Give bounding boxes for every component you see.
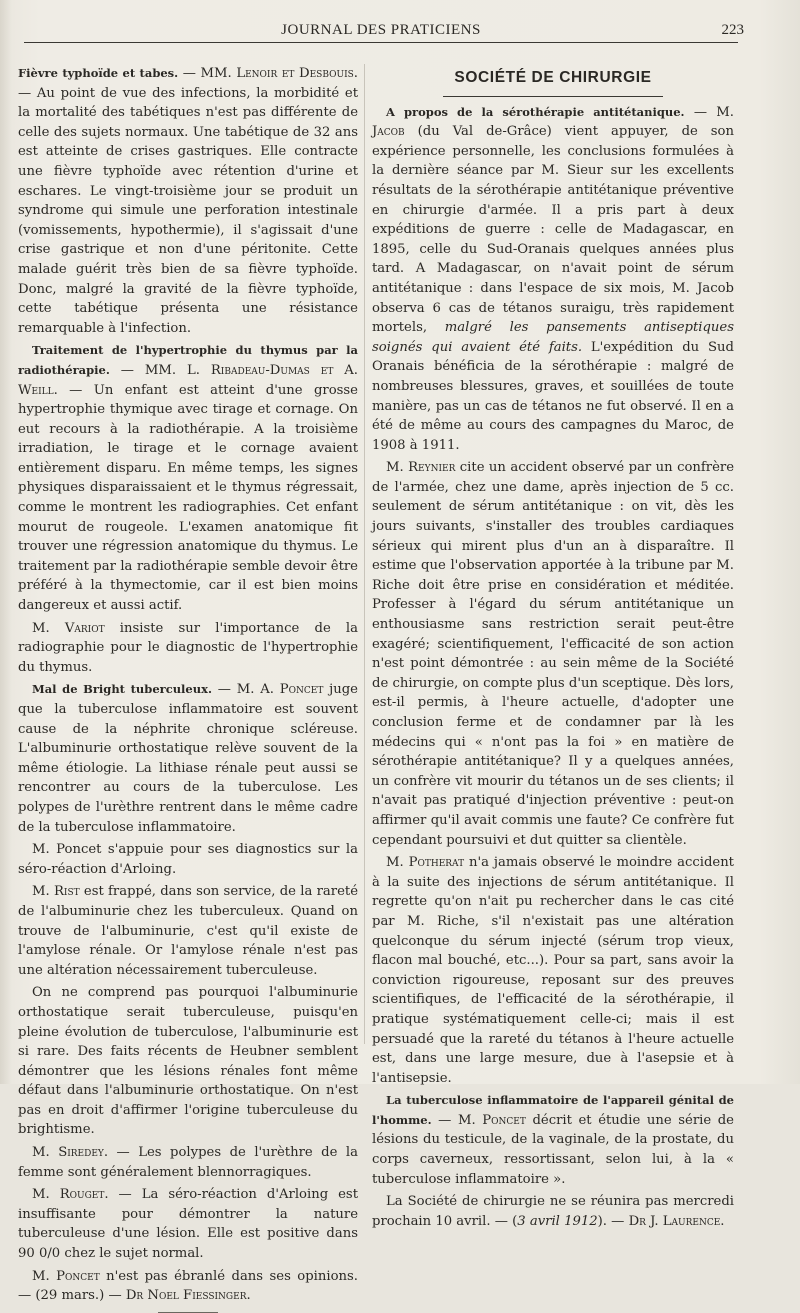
paragraph <box>18 882 358 980</box>
closing-date: 3 avril 1912 <box>517 1213 598 1229</box>
paragraph-text: est frappé, dans son service, de la rareté de l'albuminurie chez les tuberculeux. Quand on trouve de l'albuminurie, c'est qu'il existe de l'amylose rénale. Or l'amylose rénale n'est pas une altération nécessairement tuberculeuse. <box>18 884 358 978</box>
paragraph <box>18 1143 358 1182</box>
article-heading: La tuberculose inflammatoire de l'appareil génital de l'homme. <box>372 1093 734 1127</box>
paragraph: M. Poncet s'appuie pour ses diagnostics sur la séro-réaction d'Arloing. <box>18 842 358 877</box>
speaker-name: M. Poncet <box>32 1268 100 1284</box>
article-authors: — MM. Lenoir et Desbouis. <box>178 66 358 81</box>
left-column <box>18 64 358 1313</box>
article-authors: — M. Poncet <box>431 1112 526 1128</box>
article-authors: — M. A. Poncet <box>211 682 324 698</box>
speaker-name: M. Rist <box>32 884 80 900</box>
paragraph-text: n'a jamais observé le moindre accident à la suite des injections de sérum antitétanique. Il regrette qu'on n'ait pu rechercher dans le cas cité par M. Riche, s'il n'existait pas une altération quelconque du sérum injecté (sérum trop vieux, flacon mal bouché, etc...). Pour sa part, sans avoir la conviction rigoureuse, reposant sur des preuves scientifiques, de l'efficacité de la sérothérapie, il pratique systématiquement celle-ci; mais il est persuadé que la rareté du tétanos à l'heure actuelle est, dans une large mesure, due à l'asepsie et à l'antisepsie. <box>372 855 734 1086</box>
signature: Dr J. Laurence. <box>628 1213 725 1229</box>
article-text: décrit et étudie une série de lésions du testicule, de la vaginale, de la prostate, du corps caverneux, ressortissant, selon lui, à la « tuberculose inflammatoire ». <box>372 1112 734 1187</box>
paragraph-text: — La séro-réaction d'Arloing est insuffisante pour démontrer la nature tuberculeuse d'une lésion. Elle est positive dans 90 0/0 chez le sujet normal. <box>18 1187 359 1262</box>
article-heading: Fièvre typhoïde et tabes. <box>18 66 179 80</box>
paragraph <box>372 853 734 1088</box>
speaker-name: M. Variot <box>32 620 105 636</box>
article-typhoid-tabes <box>18 64 358 338</box>
article-authors: — M. Jacob <box>372 104 734 140</box>
speaker-name: M. Reynier <box>386 460 456 476</box>
paragraph <box>18 1267 358 1306</box>
paragraph-text: — Les polypes de l'urèthre de la femme sont généralement blennorragiques. <box>18 1145 358 1180</box>
closing-text-end: ). — <box>597 1213 629 1229</box>
article-heading: Mal de Bright tuberculeux. <box>32 682 212 697</box>
right-column <box>372 64 734 1234</box>
article-bright <box>18 680 358 837</box>
article-heading: Traitement de l'hypertrophie du thymus par la radiothérapie. <box>18 343 358 377</box>
paragraph <box>18 1185 358 1263</box>
article-text: — Un enfant est atteint d'une grosse hypertrophie thymique avec tirage et cornage. On eut recours à la radiothérapie. A la troisième irradiation, le tirage et le cornage avaient entièrement disparu. En même temps, les signes physiques disparaissaient et le thymus régressait, comme le montrent les radiographies. Cet enfant mourut de rougeole. L'examen anatomique fit trouver une régression anatomique du thymus. Le traitement par la radiothérapie semble devoir être préféré à la thymectomie, car il est bien moins dangereux et aussi actif. <box>18 382 358 614</box>
closing-note <box>372 1192 734 1231</box>
article-italic-text: malgré les pansements antiseptiques soignés qui avaient été faits. <box>372 320 734 355</box>
paragraph: On ne comprend pas pourquoi l'albuminurie orthostatique serait tuberculeuse, puisqu'en pleine évolution de tuberculose, l'albuminurie est si rare. Des faits récents de Heubner semblent démontrer que les lésions rénales font même défaut dans l'albuminurie orthostatique. On n'est pas en droit d'affirmer l'origine tuberculeuse du brightisme. <box>18 985 358 1138</box>
paragraph-text: cite un accident observé par un confrère de l'armée, chez une dame, après injection de 5 cc. seulement de sérum antitétanique : on vit, dès les jours suivants, s'installer des troubles cardiaques sérieux qui mirent plus d'un an à disparaître. Il estime que l'observation apportée à la tribune par M. Riche doit être prise en considération et méditée. Professer à l'égard du sérum antitétanique un enthousiasme sans restriction serait peut-être exagéré; scientifiquement, l'efficacité de son action n'est point démontrée : au sein même de la Société de chirurgie, on compte plus d'un sceptique. Dès lors, est-il permis, à l'heure actuelle, d'adopter une conclusion ferme et de condamner par là les médecins qui « n'ont pas la foi » en matière de sérothérapie antitétanique? Il y a quelques années, un confrère vit mourir du tétanos un de ses clients; il n'avait pas pratiqué d'injection préventive : peut-on affirmer qu'il avait commis une faute? Ce confrère fut cependant poursuivi et dut quitter sa clientèle. <box>372 460 735 848</box>
section-rule <box>443 96 663 97</box>
paragraph-text: n'est pas ébranlé dans ses opinions. — (29 mars.) — <box>18 1268 358 1304</box>
page-header <box>24 22 744 43</box>
speaker-name: M. Potherat <box>386 855 465 871</box>
closing-text: La Société de chirurgie ne se réunira pas mercredi prochain 10 avril. — ( <box>372 1194 734 1229</box>
article-text: L'expédition du Sud Oranais bénéficia de la sérothérapie : malgré de nombreuses blessures, graves, et souillées de toute manière, pas un cas de tétanos ne fut observé. Il en a été de même au cours des campagnes du Maroc, de 1908 à 1911. <box>372 339 734 453</box>
running-title: JOURNAL DES PRATICIENS <box>281 22 481 38</box>
page-number: 223 <box>721 22 744 38</box>
article-thymus <box>18 341 358 615</box>
article-heading: A propos de la sérothérapie antitétanique. <box>386 104 685 119</box>
signature: Dr Noel Fiessinger. <box>125 1288 251 1304</box>
paragraph <box>372 458 734 850</box>
article-serotherapy <box>372 103 734 456</box>
column-divider <box>364 64 365 1044</box>
paragraph <box>18 619 358 678</box>
article-text: juge que la tuberculose inflammatoire est souvent cause de la néphrite chronique scléreuse. L'albuminurie orthostatique relève souvent de la même étiologie. La lithiase rénale peut aussi se rencontrer au cours de la tuberculose. Les polypes de l'urèthre rentrent dans le même cadre de la tuberculose inflammatoire. <box>18 682 358 835</box>
speaker-name: M. Siredey. <box>32 1145 109 1161</box>
speaker-name: M. Rouget. <box>32 1187 109 1203</box>
article-text: (du Val de-Grâce) vient appuyer, de son expérience personnelle, les conclusions formulées à la dernière séance par M. Sieur sur les excellents résultats de la sérothérapie antitétanique préventive en chirurgie d'armée. Il a pris part à deux expéditions de guerre : celle de Madagascar, en 1895, celle du Sud-Oranais quelques années plus tard. A Madagascar, on n'avait point de sérum antitétanique : dans l'espace de six mois, M. Jacob observa 6 cas de tétanos suraigu, très rapidement mortels, <box>372 124 734 336</box>
article-genital-tuberculosis <box>372 1091 734 1189</box>
section-title: SOCIÉTÉ DE CHIRURGIE <box>454 69 652 86</box>
paragraph-text: insiste sur l'importance de la radiographie pour le diagnostic de l'hypertrophie du thymus. <box>18 620 359 675</box>
article-authors: — MM. L. Ribadeau-Dumas et A. Weill. <box>18 362 358 398</box>
article-text: — Au point de vue des infections, la morbidité et la mortalité des tabétiques n'est pas différente de celle des sujets normaux. Une tabétique de 32 ans est atteinte de crises gastriques. Elle contracte une fièvre typhoïde avec rétention d'urine et eschares. Le vingt-troisième jour se produit un syndrome qui simule une perforation intestinale (vomissements, hypothermie), il s'agissait d'une crise gastrique et non d'une péritonite. Cette malade guérit très bien de sa fièvre typhoïde. Donc, malgré la gravité de la fièvre typhoïde, cette tabétique présenta une résistance remarquable à l'infection. <box>18 85 358 336</box>
